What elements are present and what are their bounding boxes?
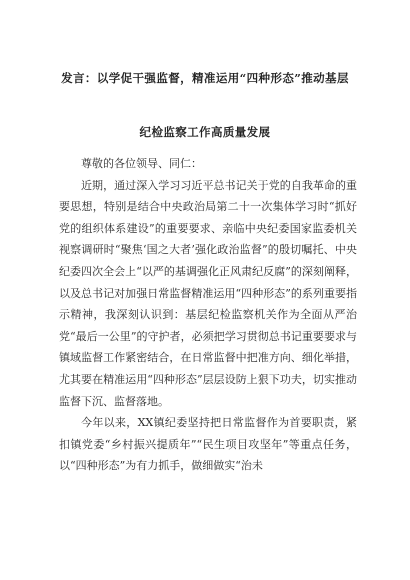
body-paragraph-1: 近期，通过深入学习习近平总书记关于党的自我革命的重要思想，特别是结合中央政治局第二十一次集体学习时“抓好党的组织体系建设”的重要要求、亲临中央纪委国家监委机关视察调研时“聚焦‘国之大者’强化政治监督”的殷切嘱托、中央纪委四次全会上“以严的基调强化正风肃纪反腐”的深刻阐释，以及总书记对加强日常监督精准运用“四种形态”的系列重要指示精神，我深刻认识到：基层纪检监察机关作为全面从严治党“最后一公里”的守护者，必须把学习贯彻总书记重要要求与镇域监督工作紧密结合，在日常监督中把准方向、细化举措，尤其要在精准运用“四种形态”层层设防上狠下功夫，切实推动监督下沉、监督落地。: [59, 178, 357, 408]
document-body: [59, 153, 357, 477]
body-paragraph-2: 今年以来，XX镇纪委坚持把日常监督作为首要职责，紧扣镇党委“乡村振兴提质年”“民生项目攻坚年”等重点任务，以“四种形态”为有力抓手，做细做实“治未: [59, 416, 357, 473]
salutation: 尊敬的各位领导、同仁：: [81, 157, 202, 170]
document-title-line-2: 纪检监察工作高质量发展: [139, 125, 271, 139]
document-title-line-1: 发言：以学促干强监督，精准运用“四种形态”推动基层: [61, 71, 349, 85]
